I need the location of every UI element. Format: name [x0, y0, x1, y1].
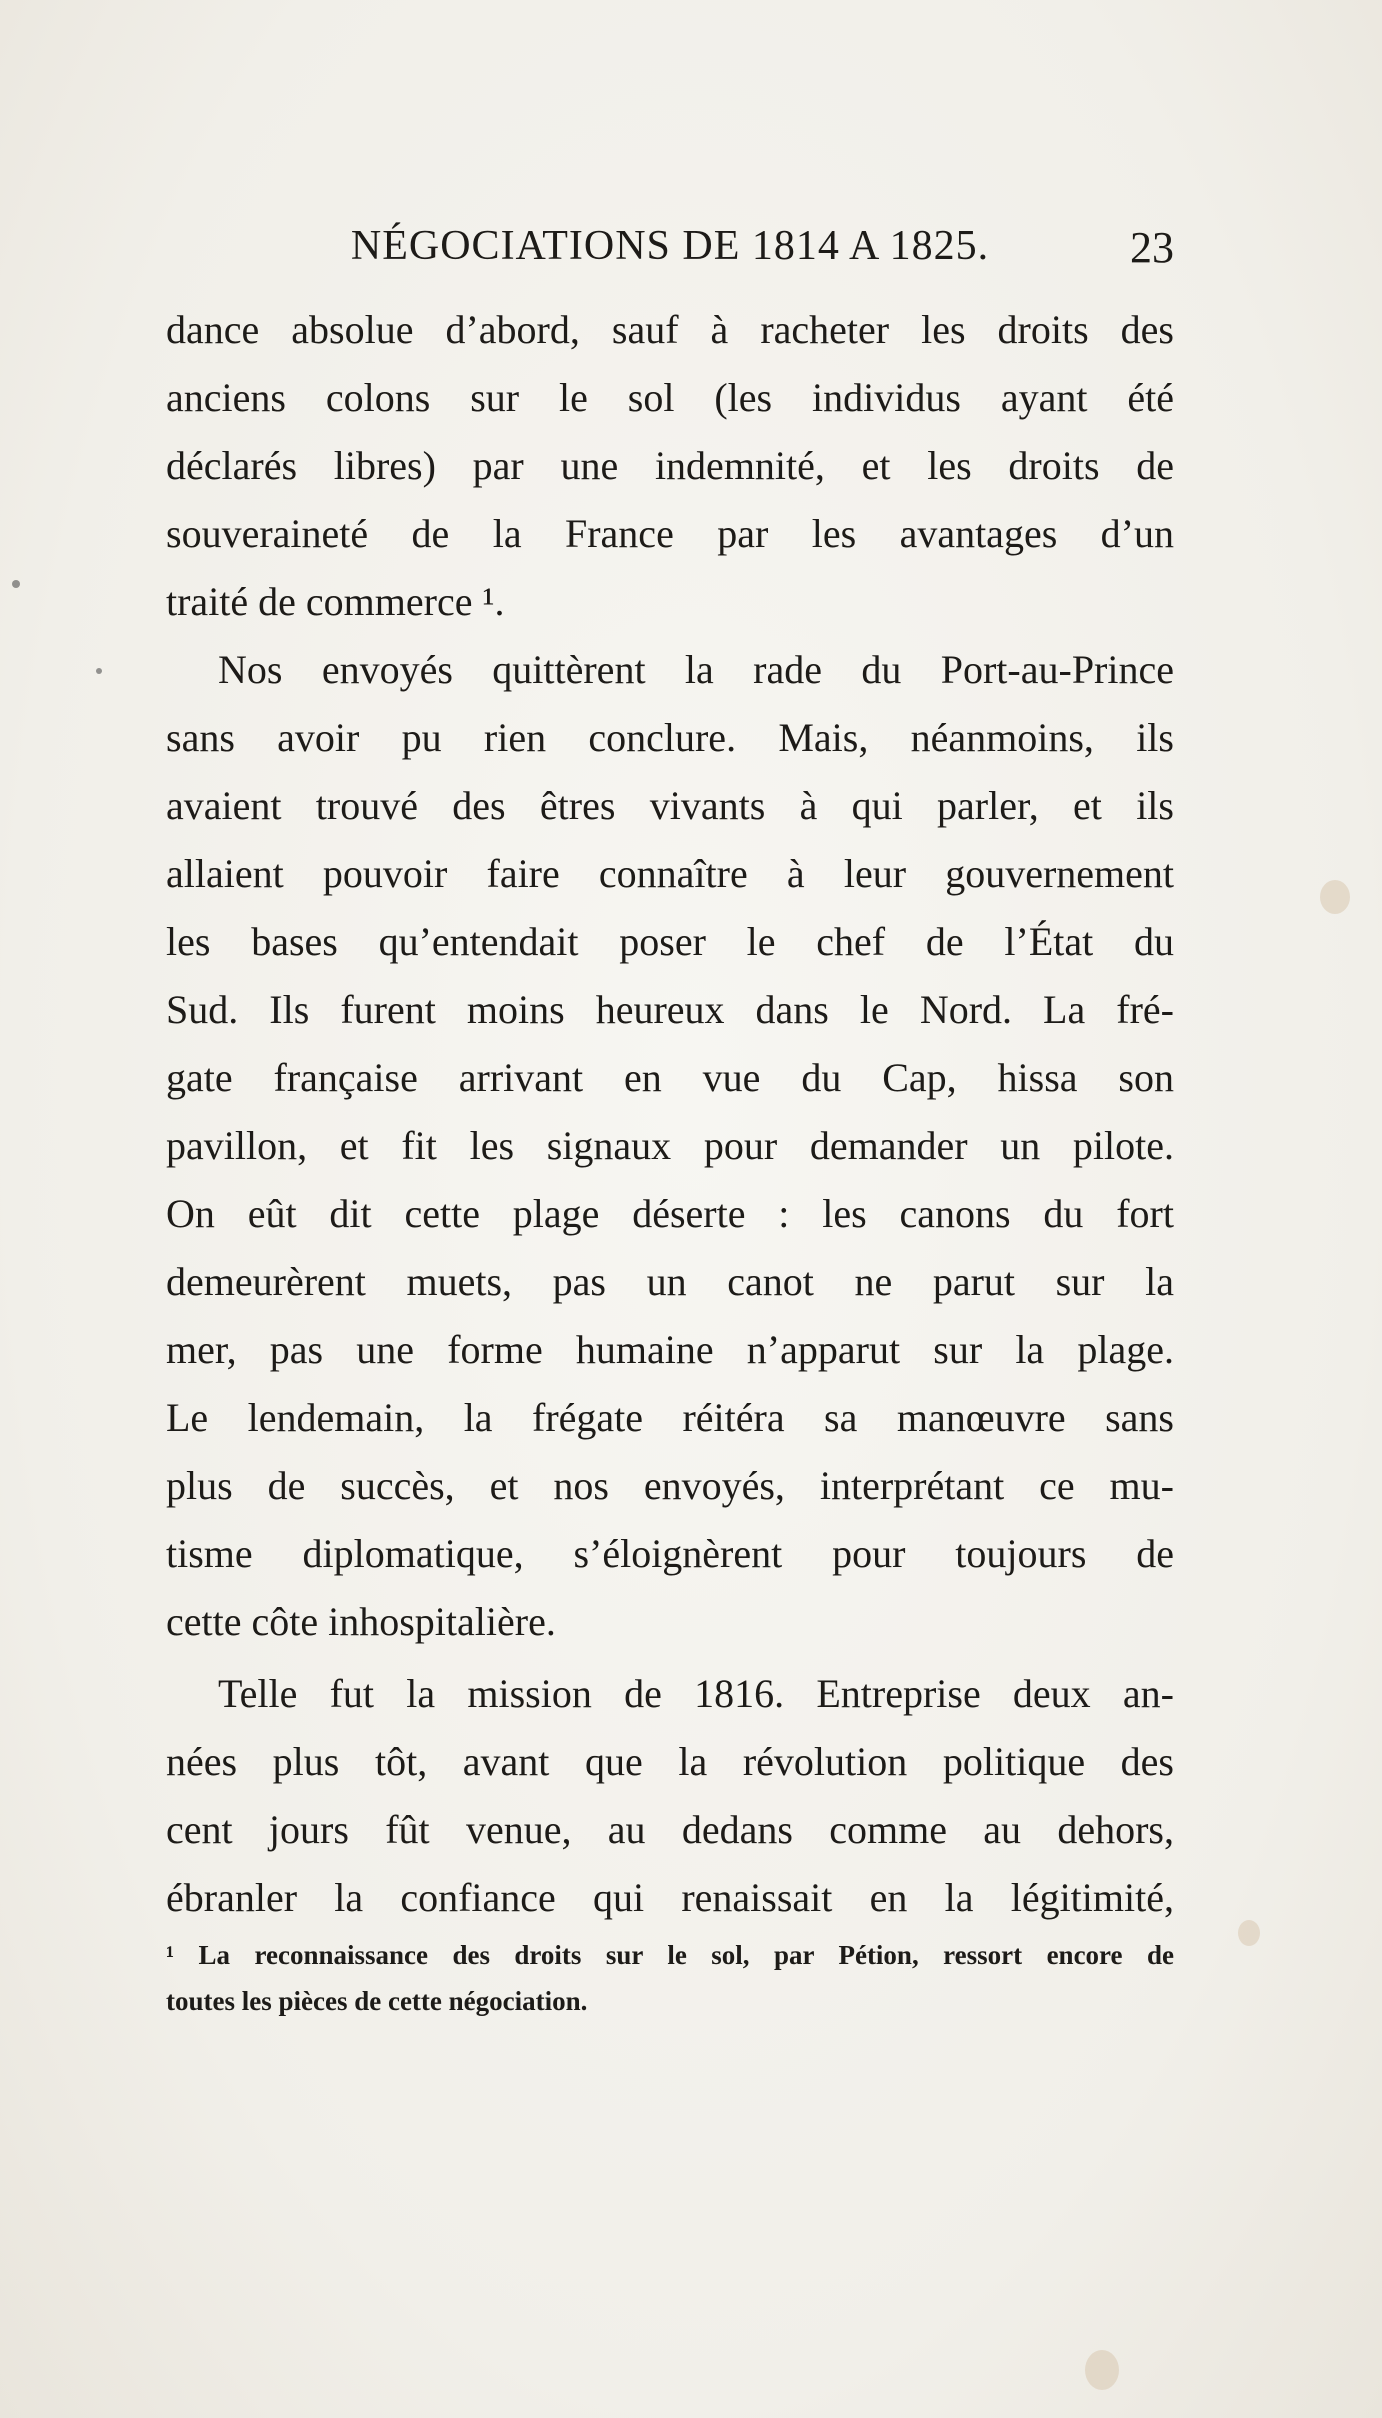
text-line: ébranler la confiance qui renaissait en la légitimité, [166, 1875, 1174, 1920]
footnote [166, 1932, 1174, 2024]
text-line: dance absolue d’abord, sauf à racheter les droits des [166, 307, 1174, 352]
text-line: les bases qu’entendait poser le chef de l’État du [166, 919, 1174, 964]
text-line: Nos envoyés quittèrent la rade du Port-au-Prince [218, 647, 1174, 692]
text-line: traité de commerce ¹. [166, 579, 505, 624]
footnote-line: toutes les pièces de cette négociation. [166, 1986, 588, 2016]
text-line: On eût dit cette plage déserte : les canons du fort [166, 1191, 1174, 1236]
text-line: avaient trouvé des êtres vivants à qui parler, et ils [166, 783, 1174, 828]
text-line: pavillon, et fit les signaux pour demander un pilote. [166, 1123, 1174, 1168]
text-line: cette côte inhospitalière. [166, 1599, 556, 1644]
footnote-line: ¹ La reconnaissance des droits sur le sol, par Pétion, ressort encore de [166, 1940, 1174, 1970]
page-number: 23 [1130, 223, 1174, 272]
running-title: NÉGOCIATIONS DE 1814 A 1825. [350, 223, 990, 269]
text-line: Telle fut la mission de 1816. Entreprise deux an- [218, 1671, 1174, 1716]
text-line: tisme diplomatique, s’éloignèrent pour toujours de [166, 1531, 1174, 1576]
page-header [166, 222, 1174, 286]
text-line: Le lendemain, la frégate réitéra sa manœuvre sans [166, 1395, 1174, 1440]
text-line: plus de succès, et nos envoyés, interprétant ce mu- [166, 1463, 1174, 1508]
foxing-spot [1085, 2350, 1119, 2390]
text-line: demeurèrent muets, pas un canot ne parut sur la [166, 1259, 1174, 1304]
text-line: déclarés libres) par une indemnité, et les droits de [166, 443, 1174, 488]
text-line: souveraineté de la France par les avantages d’un [166, 511, 1174, 556]
text-line: gate française arrivant en vue du Cap, hissa son [166, 1055, 1174, 1100]
foxing-spot [1320, 880, 1350, 914]
text-line: allaient pouvoir faire connaître à leur gouvernement [166, 851, 1174, 896]
body-text [166, 296, 1174, 1932]
text-line: nées plus tôt, avant que la révolution politique des [166, 1739, 1174, 1784]
text-line: anciens colons sur le sol (les individus ayant été [166, 375, 1174, 420]
foxing-spot [96, 668, 102, 674]
text-line: mer, pas une forme humaine n’apparut sur la plage. [166, 1327, 1174, 1372]
foxing-spot [1238, 1920, 1260, 1946]
text-line: Sud. Ils furent moins heureux dans le Nord. La fré- [166, 987, 1174, 1032]
foxing-spot [12, 580, 20, 588]
text-line: cent jours fût venue, au dedans comme au dehors, [166, 1807, 1174, 1852]
text-line: sans avoir pu rien conclure. Mais, néanmoins, ils [166, 715, 1174, 760]
